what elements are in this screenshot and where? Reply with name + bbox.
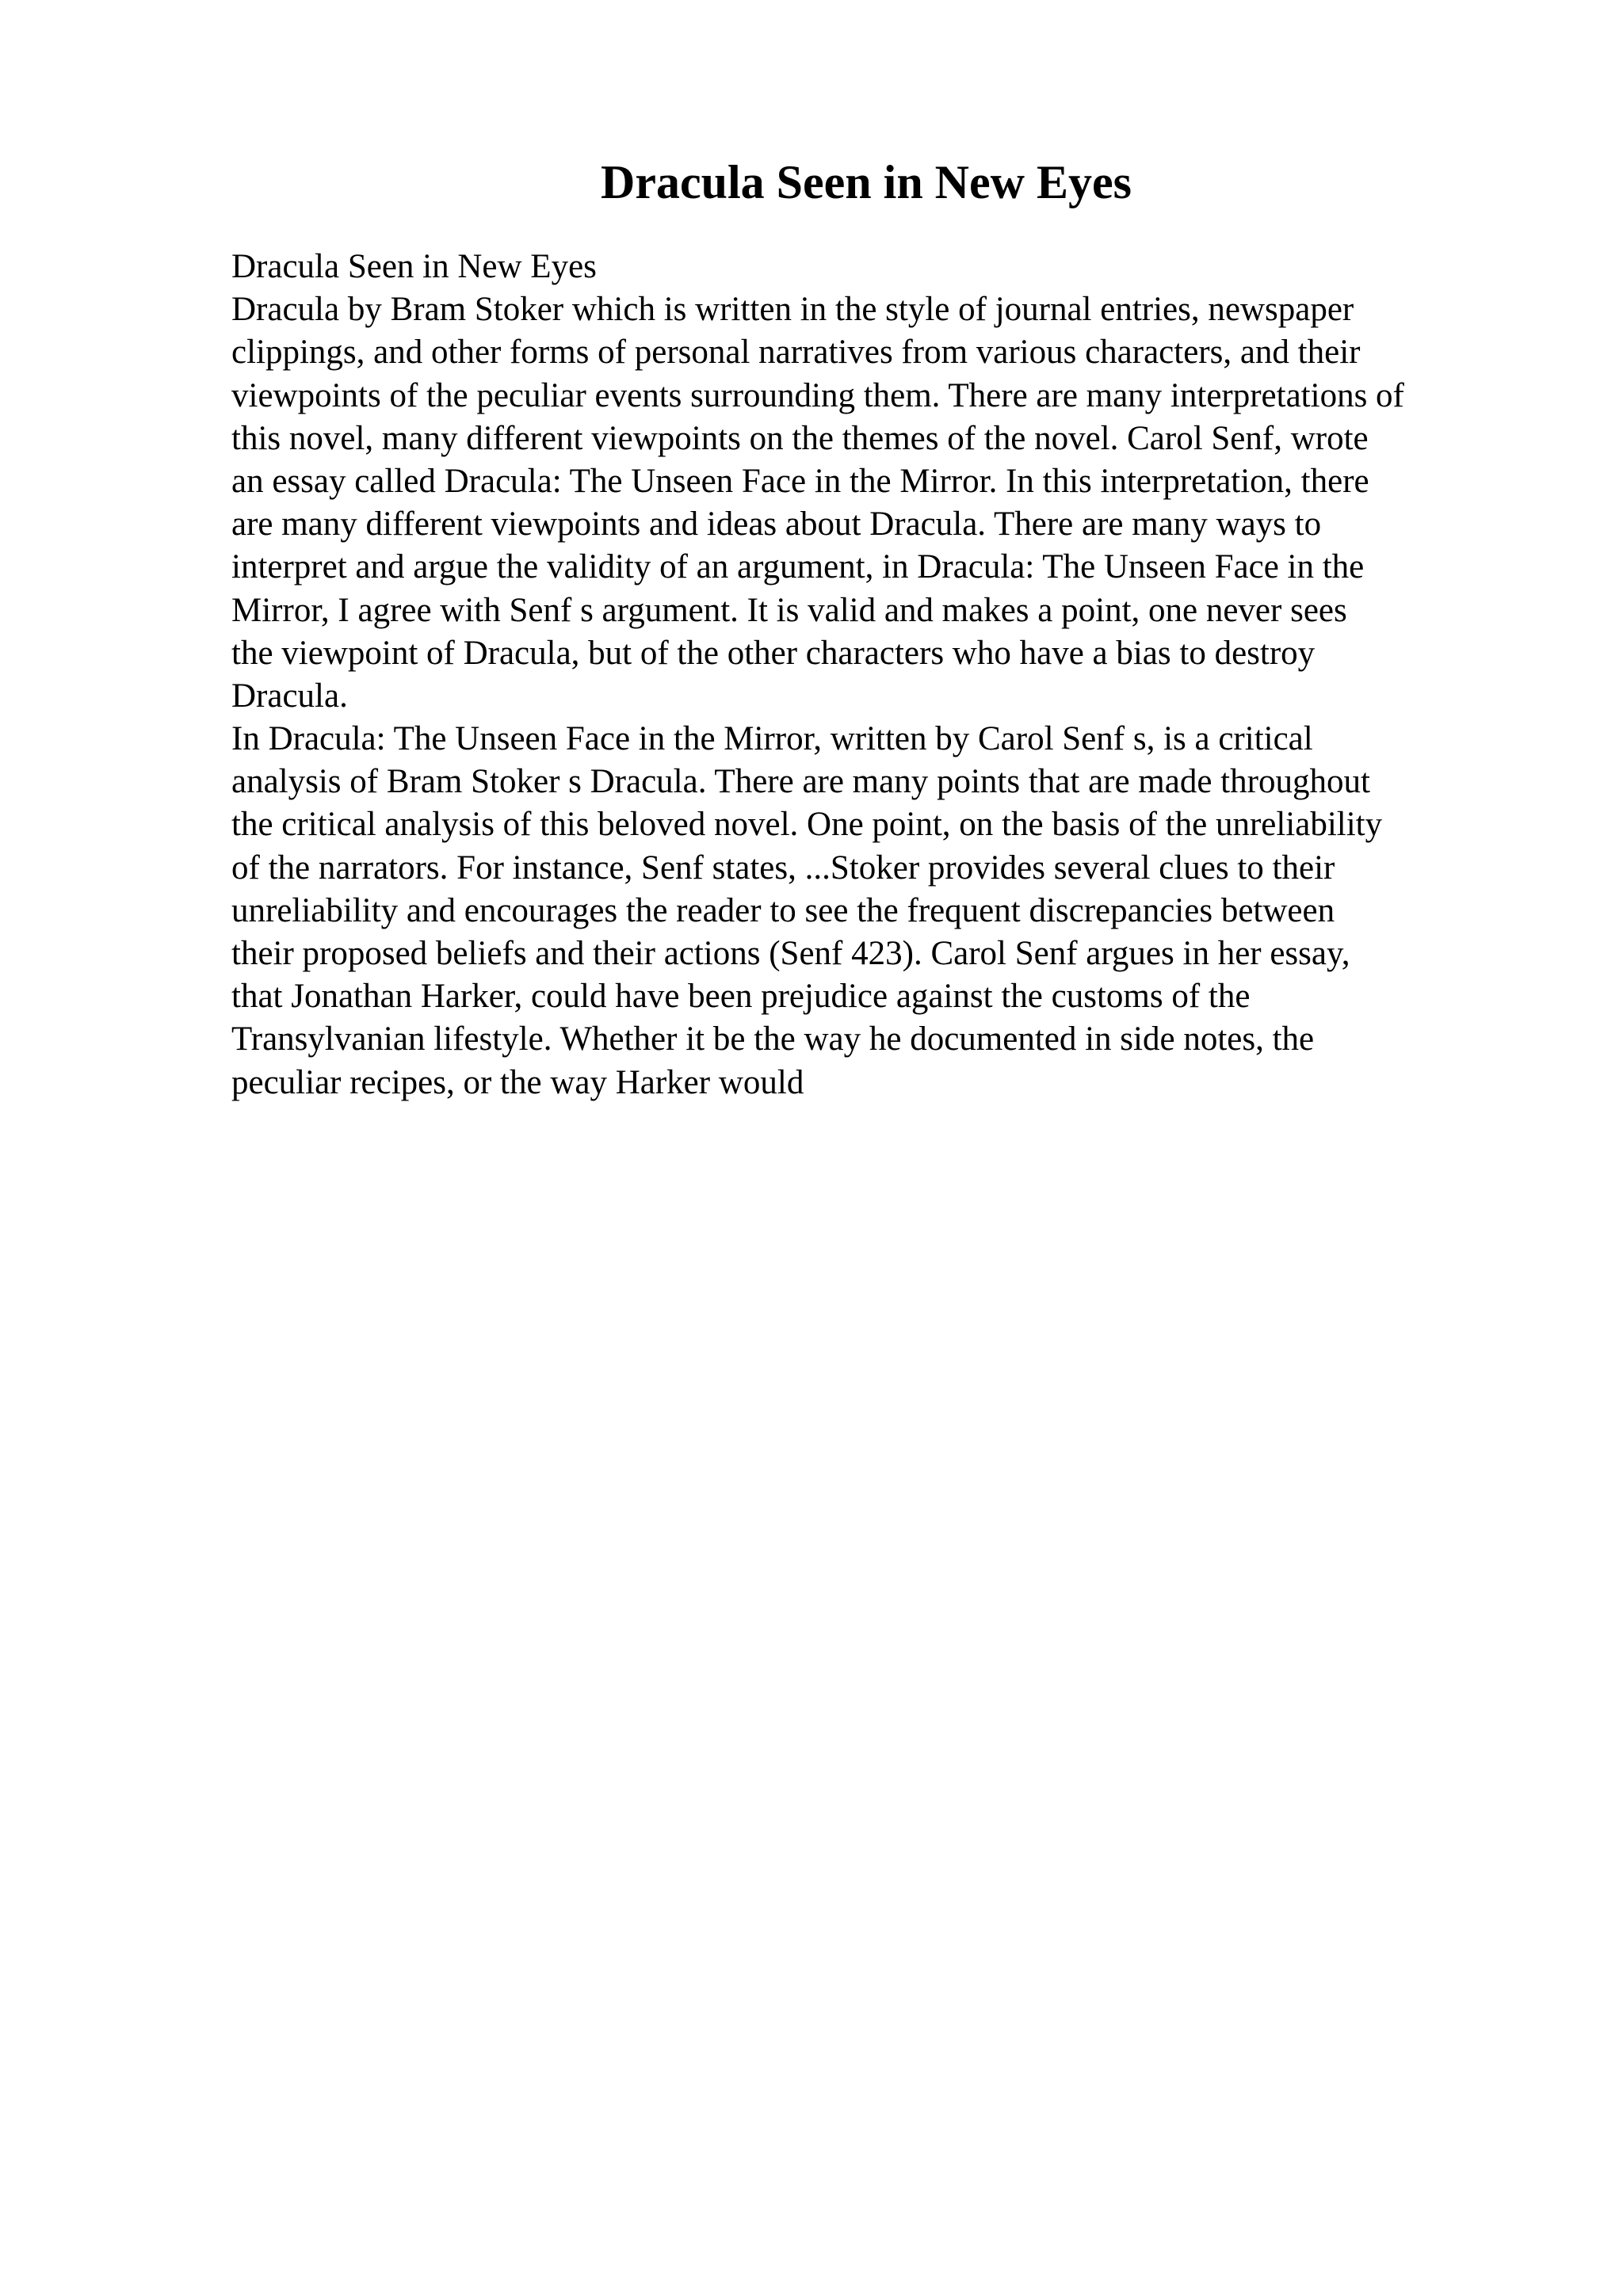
body-line: Mirror, I agree with Senf s argument. It is valid and makes a point, one never sees	[231, 591, 1347, 629]
body-line: are many different viewpoints and ideas about Dracula. There are many ways to	[231, 505, 1322, 543]
document-body	[231, 246, 1531, 1104]
body-line: peculiar recipes, or the way Harker would	[231, 1063, 804, 1101]
body-line: the viewpoint of Dracula, but of the other characters who have a bias to destroy	[231, 634, 1316, 672]
body-line: interpret and argue the validity of an argument, in Dracula: The Unseen Face in the	[231, 548, 1365, 586]
body-line: viewpoints of the peculiar events surrounding them. There are many interpretations of	[231, 376, 1404, 414]
body-line: clippings, and other forms of personal narratives from various characters, and their	[231, 334, 1361, 372]
body-line: unreliability and encourages the reader to see the frequent discrepancies between	[231, 891, 1335, 929]
body-line: of the narrators. For instance, Senf states, ...Stoker provides several clues to their	[231, 849, 1335, 887]
body-line: an essay called Dracula: The Unseen Face in the Mirror. In this interpretation, there	[231, 462, 1369, 500]
document-title: Dracula Seen in New Eyes	[601, 156, 1132, 208]
body-line: In Dracula: The Unseen Face in the Mirror, written by Carol Senf s, is a critical	[231, 720, 1313, 758]
body-line: their proposed beliefs and their actions (Senf 423). Carol Senf argues in her essay,	[231, 935, 1350, 972]
body-line: analysis of Bram Stoker s Dracula. There are many points that are made throughout	[231, 763, 1370, 801]
body-line: that Jonathan Harker, could have been prejudice against the customs of the	[231, 978, 1251, 1016]
body-line: this novel, many different viewpoints on the themes of the novel. Carol Senf, wrote	[231, 419, 1369, 457]
body-line: Transylvanian lifestyle. Whether it be the way he documented in side notes, the	[231, 1020, 1315, 1058]
body-line: Dracula Seen in New Eyes	[231, 248, 597, 285]
body-line: Dracula by Bram Stoker which is written in the style of journal entries, newspaper	[231, 291, 1354, 329]
body-line: Dracula.	[231, 677, 348, 715]
body-line: the critical analysis of this beloved novel. One point, on the basis of the unreliability	[231, 806, 1383, 844]
